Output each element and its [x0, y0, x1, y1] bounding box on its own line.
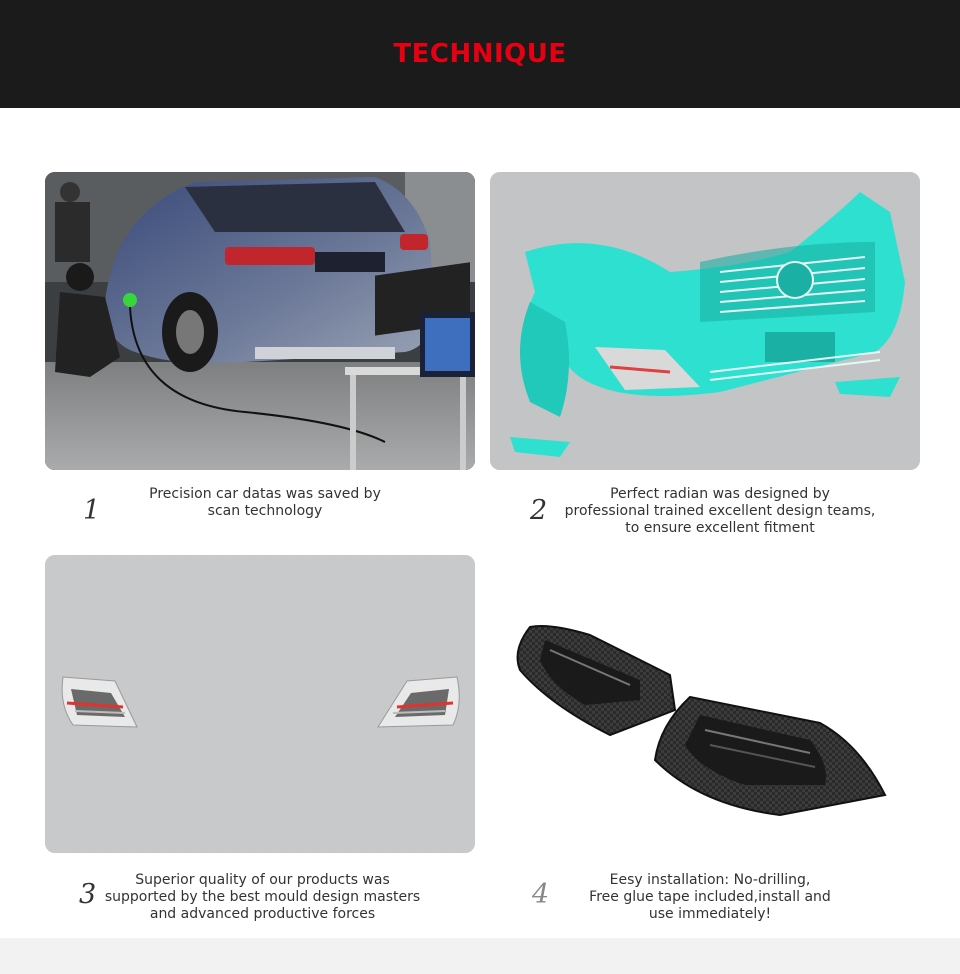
step-2-caption: [490, 484, 920, 544]
step-1-line: Precision car datas was saved by: [149, 486, 381, 502]
scan-mesh-image: [490, 172, 920, 470]
step-3-number: 3: [79, 879, 97, 910]
step-4-line: Free glue tape included,install and: [589, 889, 831, 905]
header-bar: [0, 0, 960, 108]
step-1-text: [145, 486, 385, 520]
step-4-line: Eesy installation: No-drilling,: [609, 872, 811, 888]
step-3-line: Superior quality of our products was: [135, 872, 390, 888]
step-2-line: Perfect radian was designed by: [610, 486, 830, 502]
step-3-line: supported by the best mould design masters: [104, 889, 421, 905]
fog-frame-render: [45, 555, 475, 853]
step-4-text: [570, 872, 850, 923]
step-2-line: to ensure excellent fitment: [625, 520, 815, 536]
carbon-parts-photo: [490, 555, 920, 853]
step-4-line: use immediately!: [648, 906, 772, 922]
step-3-text: [100, 872, 425, 923]
step-1-caption: [45, 484, 475, 544]
scan-photo: [45, 172, 475, 470]
step-2-text: [550, 486, 890, 537]
step-1-number: 1: [83, 495, 101, 526]
footer-band: [0, 938, 960, 974]
step-3-caption: [45, 870, 475, 930]
step-2-number: 2: [530, 495, 548, 526]
step-4-caption: [490, 870, 920, 930]
step-2-line: professional trained excellent design teams,: [564, 503, 876, 519]
page-title: TECHNIQUE: [393, 39, 567, 69]
step-1-line: scan technology: [207, 503, 323, 519]
step-3-line: and advanced productive forces: [149, 906, 376, 922]
step-4-number: 4: [532, 879, 550, 910]
